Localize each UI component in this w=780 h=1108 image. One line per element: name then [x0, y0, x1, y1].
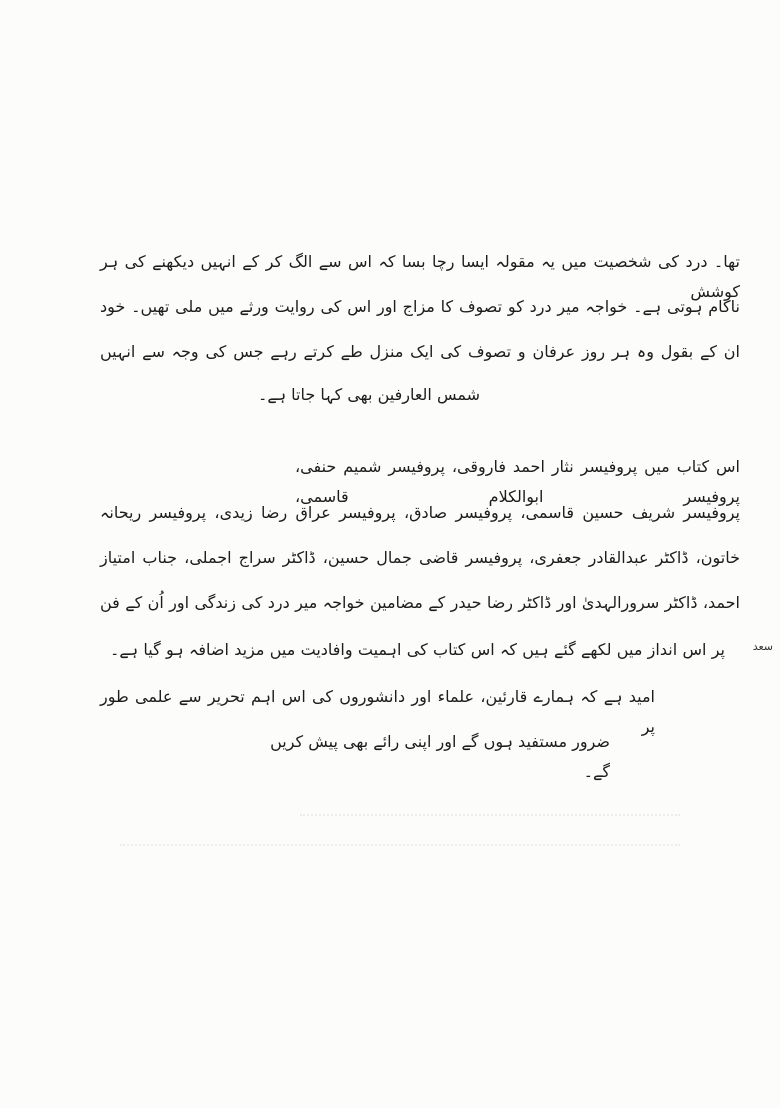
text-line: پر اس انداز میں لکھے گئے ہیں کہ اس کتاب کی اہمیت وافادیت میں مزید اضافہ ہو گیا ہے۔ [110, 640, 725, 659]
bleed-through-mark [300, 800, 680, 816]
text-line: پروفیسر شریف حسین قاسمی، پروفیسر صادق، پروفیسر عراق رضا زیدی، پروفیسر ریحانہ [100, 503, 740, 522]
text-line: احمد، ڈاکٹر سرورالہدیٰ اور ڈاکٹر رضا حیدر کے مضامین خواجہ میر درد کی زندگی اور اُن کے فن [100, 593, 740, 612]
text-line: تھا۔ درد کی شخصیت میں یہ مقولہ ایسا رچا بسا کہ اس سے الگ کر کے انہیں دیکھنے کی ہر کوشش [100, 252, 740, 301]
text-line: ضرور مستفید ہوں گے اور اپنی رائے بھی پیش کریں گے۔ [270, 732, 610, 781]
text-line: ان کے بقول وہ ہر روز عرفان و تصوف کی ایک منزل طے کرتے رہے جس کی وجہ سے انہیں [100, 342, 740, 361]
paragraph-start-line: امید ہے کہ ہمارے قارئین، علماء اور دانشوروں کی اس اہم تحریر سے علمی طور پر [100, 687, 655, 736]
paragraph-start-line: اس کتاب میں پروفیسر نثار احمد فاروقی، پروفیسر شمیم حنفی، پروفیسر ابوالکلام قاسمی، [295, 457, 740, 506]
bleed-through-mark [120, 830, 680, 846]
text-line: شمس العارفین بھی کہا جاتا ہے۔ [257, 385, 480, 404]
margin-note: سعد [752, 640, 773, 653]
text-line: ناکام ہوتی ہے۔ خواجہ میر درد کو تصوف کا مزاج اور اس کی روایت ورثے میں ملی تھیں۔ خود [100, 297, 740, 316]
text-line: خاتون، ڈاکٹر عبدالقادر جعفری، پروفیسر قاضی جمال حسین، ڈاکٹر سراج اجملی، جناب امتیاز [100, 548, 740, 567]
